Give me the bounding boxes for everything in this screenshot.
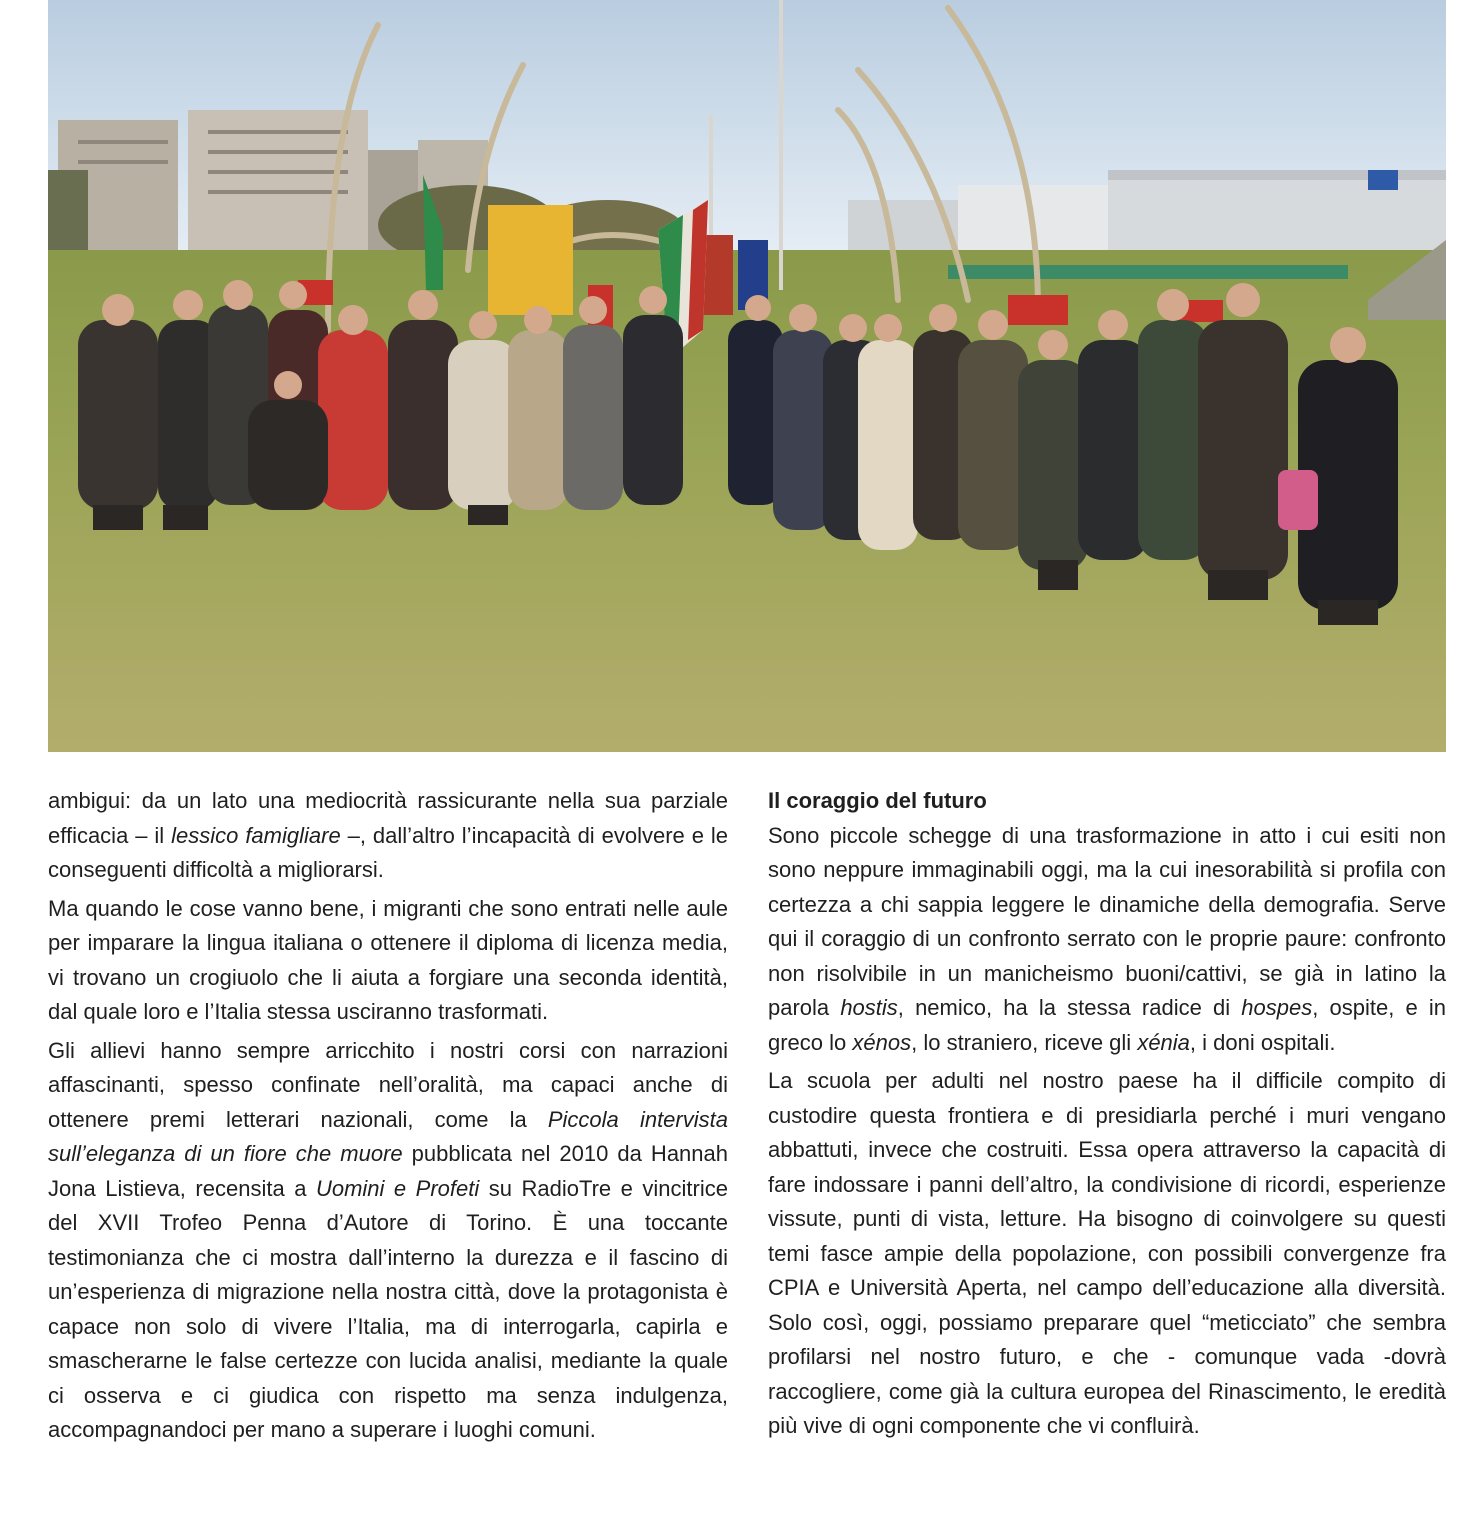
- italic-text: hostis: [840, 995, 898, 1020]
- text-run: pubblicata nel 2010 da Hannah Jona Listieva, recensita a: [48, 1141, 728, 1201]
- right-paragraph-1: [768, 819, 1446, 1061]
- text-run: Gli allievi hanno sempre arricchito i nostri corsi con narrazioni affascinanti, spesso confinate nell’oralità, ma capaci anche di ottenere premi letterari nazionali, come la: [48, 1037, 728, 1132]
- text-run: –, dall’altro l’incapacità di evolvere e le conseguenti difficoltà a migliorarsi.: [48, 822, 729, 882]
- left-paragraph-2: [48, 892, 728, 1030]
- right-column: [768, 784, 1446, 1448]
- italic-text: Uomini e Profeti: [315, 1175, 480, 1201]
- text-run: La scuola per adulti nel nostro paese ha il difficile compito di custodire questa frontiera e di presidiarla perché i muri vengano abbattuti, invece che costruiti. Essa opera attraverso la capacità di fare indossare i panni dell’altro, la condivisione di ricordi, esperienze vissute, punti di vista, letture. Ha bisogno di coinvolgere su questi temi fasce ampie della popolazione, con possibili convergenze fra CPIA e Università Aperta, nel campo dell’educazione alla diversità. Solo così, oggi, possiamo preparare quel “meticciato” che sembra profilarsi nel nostro futuro, e che - comunque vada -dovrà raccogliere, come già la cultura europea del Rinascimento, le eredità più vive di ogni componente che vi confluirà.: [768, 1068, 1446, 1438]
- text-run: Sono piccole schegge di una trasformazione in atto i cui esiti non sono neppure immaginabili oggi, ma la cui inesorabilità si profila con certezza a chi sappia leggere le dinamiche della demografia. Serve qui il coraggio di un confronto serrato con le proprie paure: confronto non risolvibile in un manicheismo buoni/cattivi, se già in latino la parola: [768, 822, 1446, 1020]
- text-run: , lo straniero, riceve gli: [911, 1029, 1138, 1055]
- right-paragraph-2: [768, 1064, 1446, 1444]
- text-run: ambigui: da un lato una mediocrità rassicurante nella sua parziale efficacia – il: [48, 788, 728, 848]
- left-column: [48, 784, 728, 1452]
- italic-text: xénos: [852, 1029, 912, 1055]
- left-paragraph-3: [48, 1034, 728, 1448]
- text-run: su RadioTre e vincitrice del XVII Trofeo Penna d’Autore di Torino. È una toccante testimonianza che ci mostra dall’interno la durezza e il fascino di un’esperienza di migrazione nella nostra città, dove la protagonista è capace non solo di vivere l’Italia, ma di interrogarla, capirla e smascherarne le false certezze con lucida analisi, mediante la quale ci osserva e ci giudica con rispetto ma senza indulgenza, accompagnandoci per mano a superare i luoghi comuni.: [48, 1175, 728, 1442]
- text-run: , nemico, ha la stessa radice di: [897, 995, 1242, 1020]
- italic-text: Piccola intervista sull’eleganza di un fiore che muore: [48, 1106, 728, 1166]
- group-photo-illustration: [48, 0, 1446, 752]
- italic-text: xénia: [1137, 1029, 1190, 1055]
- italic-text: lessico famigliare: [171, 822, 341, 848]
- text-run: , ospite, e in greco lo: [768, 995, 1446, 1055]
- left-paragraph-1: [48, 784, 728, 888]
- text-run: , i doni ospitali.: [1189, 1029, 1336, 1055]
- italic-text: hospes: [1241, 995, 1313, 1020]
- section-heading: Il coraggio del futuro: [768, 788, 987, 813]
- text-run: Ma quando le cose vanno bene, i migranti che sono entrati nelle aule per imparare la lingua italiana o ottenere il diploma di licenza media, vi trovano un crogiuolo che li aiuta a forgiare una seconda identità, dal quale loro e l’Italia stessa usciranno trasformati.: [48, 895, 728, 1024]
- group-photo: [48, 0, 1446, 752]
